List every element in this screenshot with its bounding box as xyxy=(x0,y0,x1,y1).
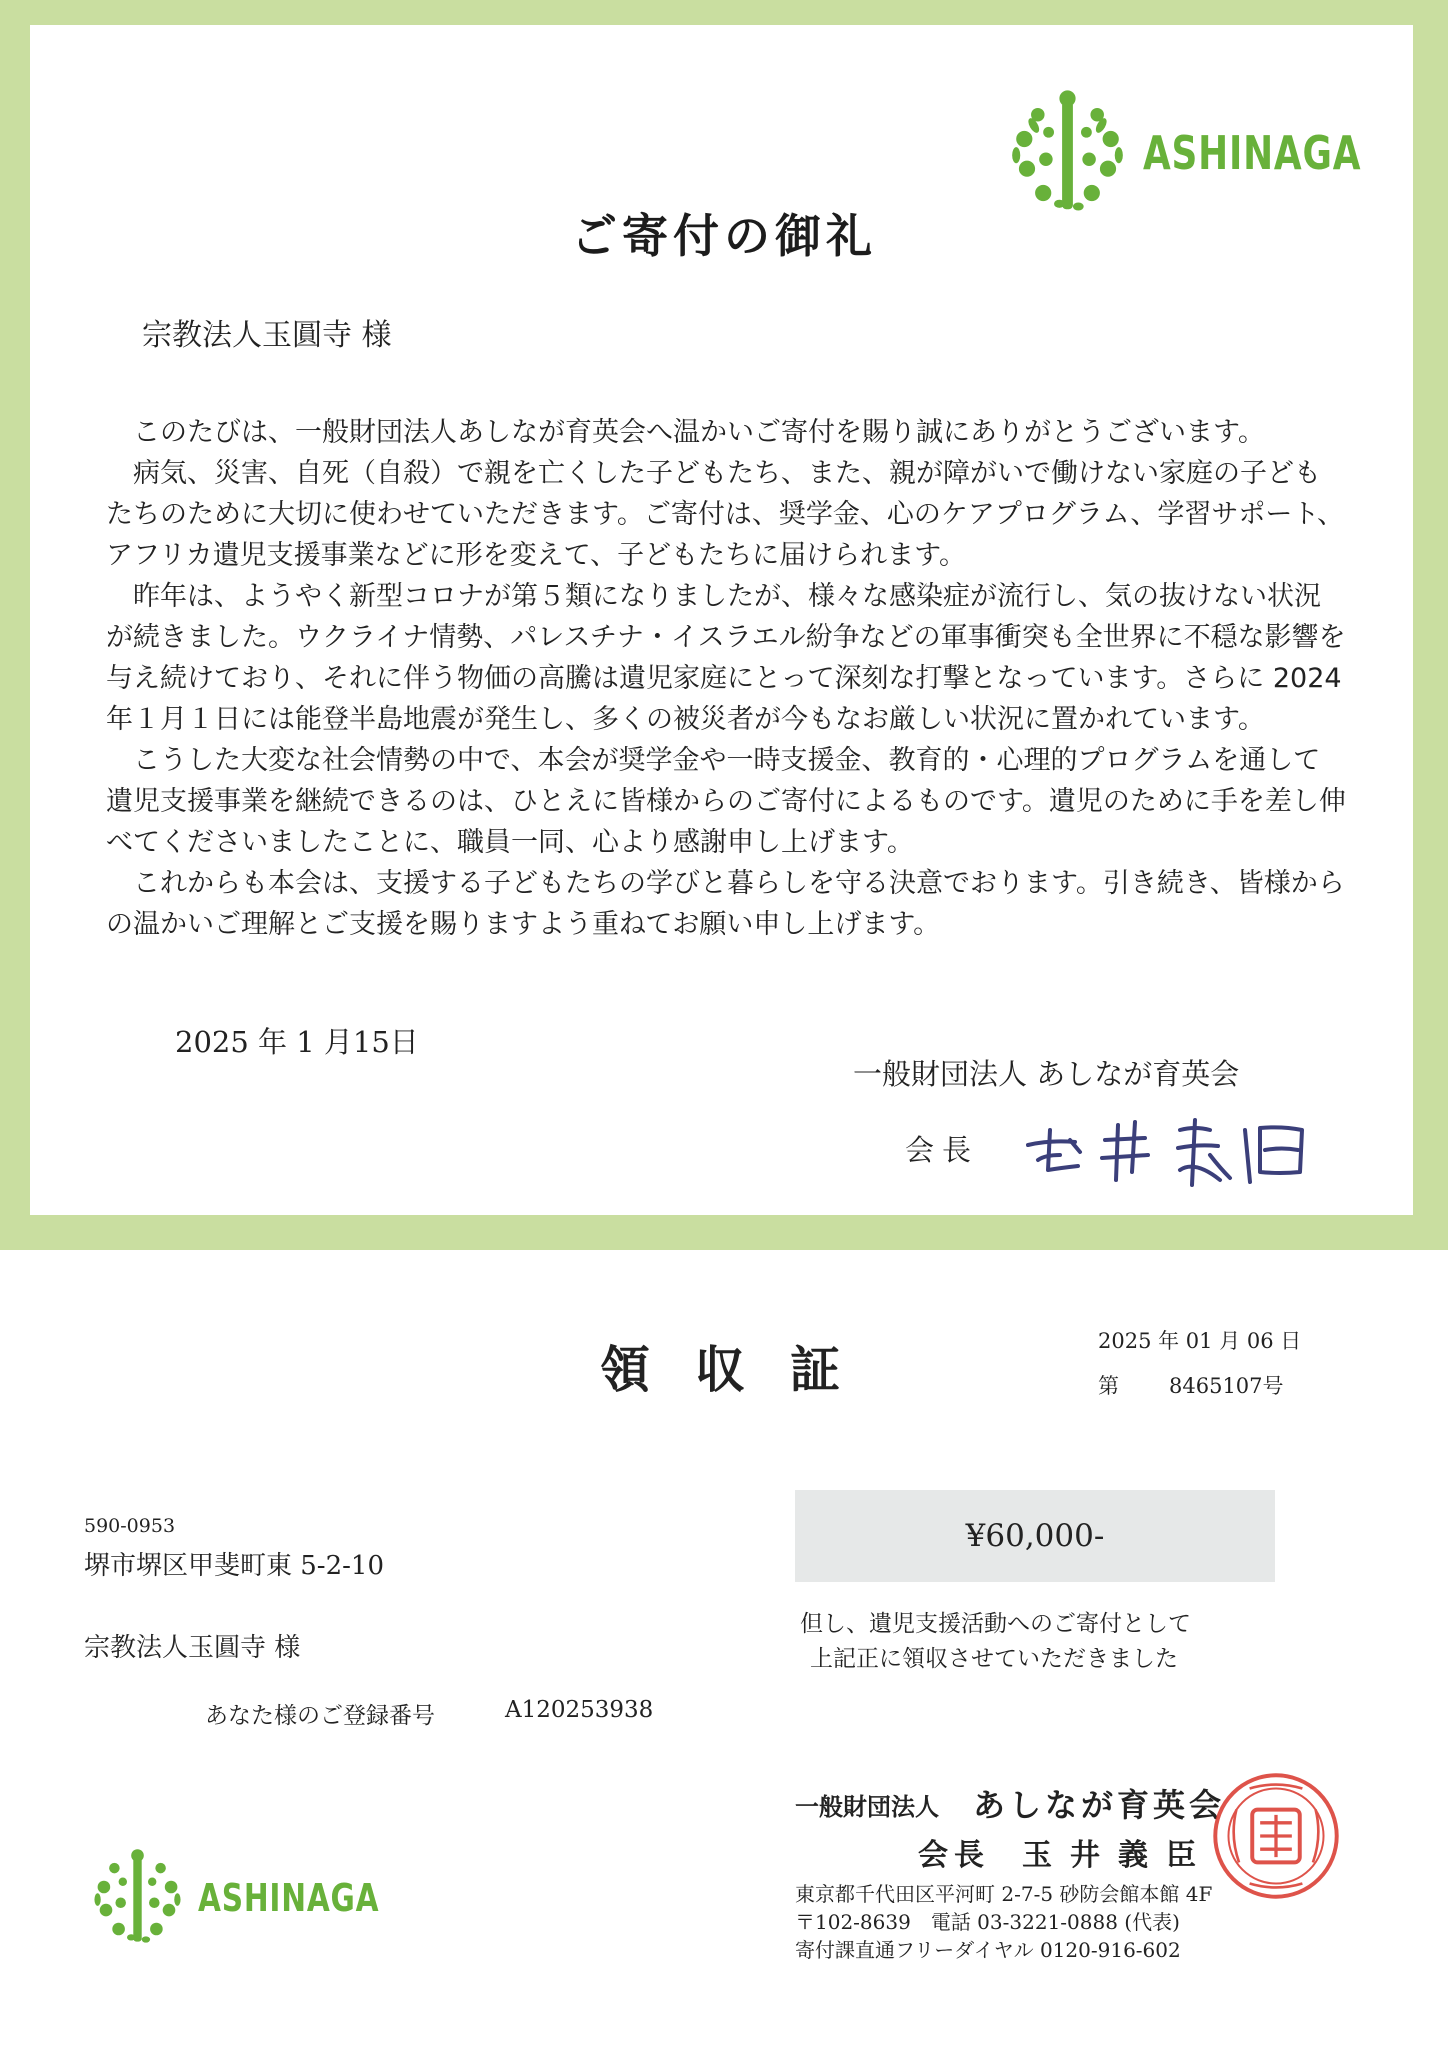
ashinaga-wordmark: ASHINAGA xyxy=(198,1875,380,1920)
chairman-signature xyxy=(1020,1100,1320,1190)
receipt-number-label: 第 xyxy=(1098,1374,1119,1398)
receipt-org-type: 一般財団法人 xyxy=(795,1792,939,1821)
receipt-org-name: あしなが育英会 xyxy=(973,1786,1226,1824)
receipt-chair xyxy=(918,1830,1214,1874)
receipt-number-value: 8465107号 xyxy=(1169,1374,1284,1398)
letter-organization: 一般財団法人 あしなが育英会 xyxy=(853,1057,1240,1091)
letter-paragraph: こうした大変な社会情勢の中で、本会が奨学金や一時支援金、教育的・心理的プログラムを通して遺児支援事業を継続できるのは、ひとえに皆様からのご寄付によるものです。遺児のために手を差し伸べてくださいましたことに、職員一同、心より感謝申し上げます。 xyxy=(106,745,1346,858)
letter-paragraph: これからも本会は、支援する子どもたちの学びと暮らしを守る決意でおります。引き続き、皆様からの温かいご理解とご支援を賜りますよう重ねてお願い申し上げます。 xyxy=(106,868,1345,940)
letter-paragraph: 昨年は、ようやく新型コロナが第５類になりましたが、様々な感染症が流行し、気の抜けない状況が続きました。ウクライナ情勢、パレスチナ・イスラエル紛争などの軍事衝突も全世界に不穏な影響を与え続けており、それに伴う物価の高騰は遺児家庭にとって深刻な打撃となっています。さらに 2024 年１月１日には能登半島地震が発生し、多くの被災者が今もなお厳しい状況に置かれています。 xyxy=(106,581,1346,735)
registration-label: あなた様のご登録番号 xyxy=(205,1703,435,1729)
org-address: 東京都千代田区平河町 2-7-5 砂防会館本館 4F xyxy=(795,1882,1213,1906)
receipt-note-line2: 上記正に領収させていただきました xyxy=(810,1646,1178,1672)
registration-number: A120253938 xyxy=(505,1697,654,1723)
letter-title: ご寄付の御礼 xyxy=(571,209,877,263)
letter-date: 2025 年 1 月15日 xyxy=(175,1025,419,1059)
amount-box xyxy=(795,1490,1275,1582)
receipt-title: 領収証 xyxy=(600,1340,885,1399)
ashinaga-tree-icon xyxy=(85,1845,190,1950)
ashinaga-wordmark: ASHINAGA xyxy=(1143,125,1362,180)
amount-value: ¥60,000- xyxy=(965,1518,1105,1554)
letter-body xyxy=(106,412,1346,945)
receipt-date: 2025 年 01 月 06 日 xyxy=(1098,1329,1302,1353)
donor-address: 堺市堺区甲斐町東 5-2-10 xyxy=(84,1551,385,1581)
ashinaga-logo-receipt xyxy=(85,1845,431,1950)
receipt-chair-label: 会長 xyxy=(918,1838,990,1873)
receipt-note-line1: 但し、遺児支援活動へのご寄付として xyxy=(800,1611,1191,1637)
org-freedial: 寄付課直通フリーダイヤル 0120-916-602 xyxy=(795,1938,1181,1962)
letter-recipient: 宗教法人玉圓寺 様 xyxy=(142,318,392,353)
official-seal-stamp xyxy=(1210,1770,1342,1902)
letter-paragraph: このたびは、一般財団法人あしなが育英会へ温かいご寄付を賜り誠にありがとうございます。 xyxy=(106,417,1265,448)
letter-paragraph: 病気、災害、自死（自殺）で親を亡くした子どもたち、また、親が障がいで働けない家庭の子どもたちのために大切に使わせていただきます。ご寄付は、奨学金、心のケアプログラム、学習サポート、アフリカ遺児支援事業などに形を変えて、子どもたちに届けられます。 xyxy=(106,458,1344,571)
org-phone: 〒102-8639 電話 03-3221-0888 (代表) xyxy=(795,1910,1180,1934)
letter-chair-label: 会長 xyxy=(905,1133,980,1167)
receipt-recipient: 宗教法人玉圓寺 様 xyxy=(84,1633,301,1663)
receipt-chair-name: 玉井義臣 xyxy=(1022,1838,1214,1873)
receipt-number xyxy=(1098,1370,1284,1400)
postal-code: 590-0953 xyxy=(84,1515,176,1537)
